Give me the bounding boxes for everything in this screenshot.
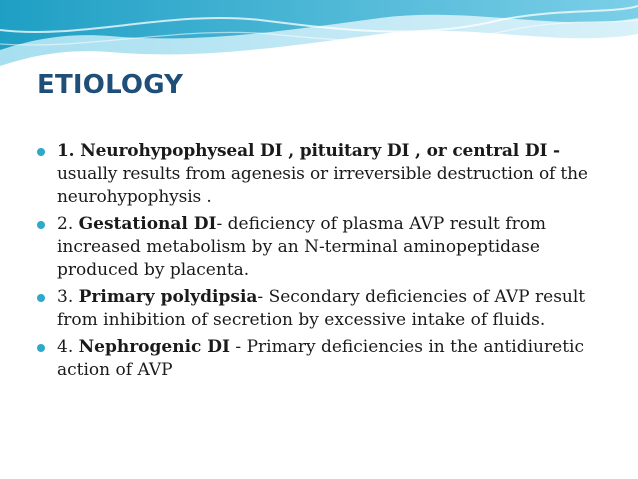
bullet-item-neurohypophyseal <box>37 140 597 209</box>
bullet-lead: 1. Neurohypophyseal DI , pituitary DI , or central DI - <box>57 141 560 161</box>
bullet-text <box>57 287 585 330</box>
bullet-dot-icon <box>37 294 45 302</box>
bullet-rest: usually results from agenesis or irreversible destruction of the neurohypophysis . <box>57 164 588 207</box>
bullet-term: Primary polydipsia <box>78 287 258 307</box>
bullet-text <box>57 141 588 207</box>
bullet-item-primary-polydipsia <box>37 286 597 332</box>
bullet-number: 3. <box>57 287 79 307</box>
bullet-rest: - Primary deficiencies in the antidiuretic action of AVP <box>57 337 584 380</box>
bullet-dot-icon <box>37 344 45 352</box>
bullet-item-gestational <box>37 213 597 282</box>
slide-title: ETIOLOGY <box>37 70 184 100</box>
bullet-number: 4. <box>57 337 79 357</box>
bullet-text <box>57 214 546 280</box>
bullet-list <box>37 140 597 386</box>
bullet-dot-icon <box>37 221 45 229</box>
bullet-term: Nephrogenic DI <box>78 337 231 357</box>
bullet-number: 2. <box>57 214 79 234</box>
bullet-dot-icon <box>37 148 45 156</box>
bullet-item-nephrogenic <box>37 336 597 382</box>
bullet-rest: - Secondary deficiencies of AVP result from inhibition of secretion by excessive intake of fluids. <box>57 287 586 330</box>
bullet-term: Gestational DI <box>78 214 217 234</box>
bullet-text <box>57 337 584 380</box>
bullet-rest: - deficiency of plasma AVP result from increased metabolism by an N-terminal aminopeptidase produced by placenta. <box>57 214 547 280</box>
wave-banner <box>0 0 638 70</box>
